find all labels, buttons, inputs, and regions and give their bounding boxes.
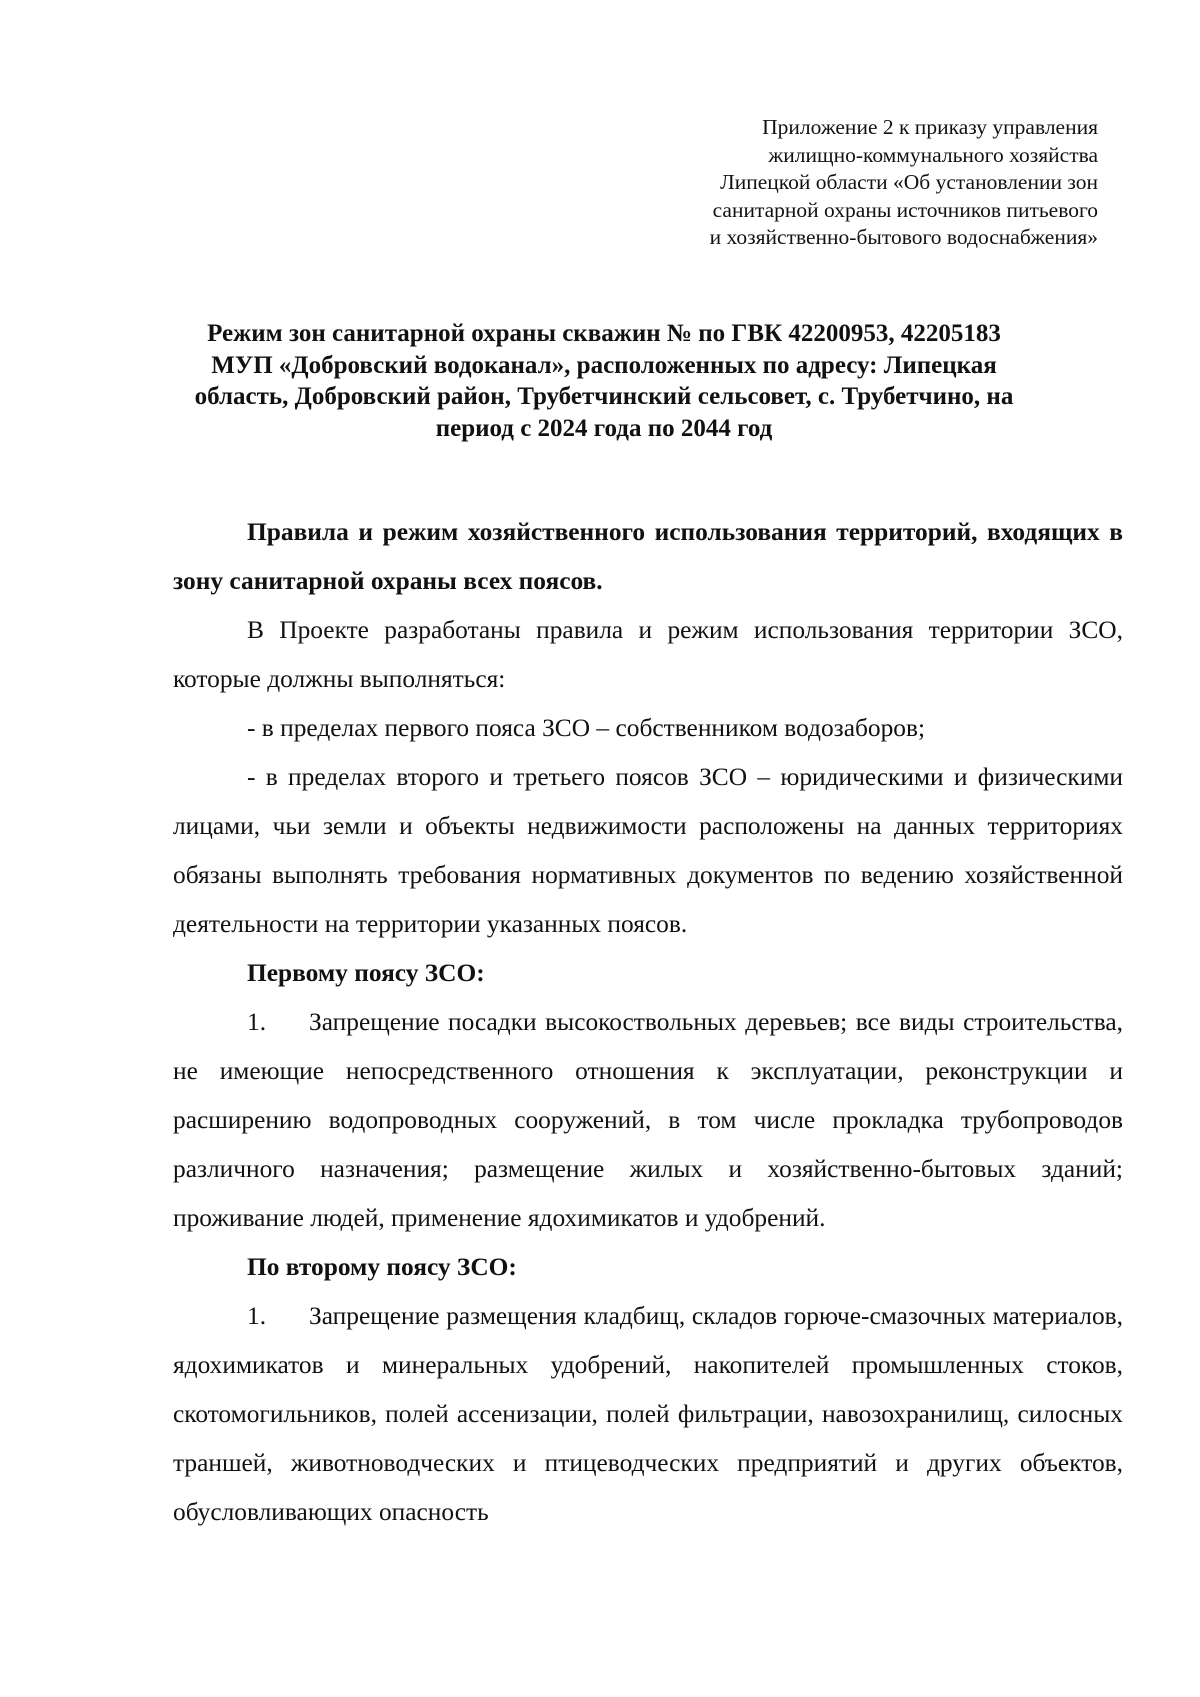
- intro-paragraph: В Проекте разработаны правила и режим использования территории ЗСО, которые должны выполняться:: [173, 616, 1123, 693]
- appendix-line: и хозяйственно-бытового водоснабжения»: [709, 225, 1098, 249]
- belt1-item-text: Запрещение посадки высокоствольных деревьев; все виды строительства, не имеющие непосредственного отношения к эксплуатации, реконструкции и расширению водопроводных сооружений, в том числе прокладка трубопроводов различного назначения; размещение жилых и хозяйственно-бытовых зданий; проживание людей, применение ядохимикатов и удобрений.: [173, 1008, 1123, 1232]
- appendix-line: Липецкой области «Об установлении зон: [720, 170, 1098, 194]
- belt2-item-text: Запрещение размещения кладбищ, складов горюче-смазочных материалов, ядохимикатов и минеральных удобрений, накопителей промышленных стоков, скотомогильников, полей ассенизации, полей фильтрации, навозохранилищ, силосных траншей, животноводческих и птицеводческих предприятий и других объектов, обусловливающих опасность: [173, 1302, 1123, 1526]
- appendix-note: [538, 114, 1098, 252]
- document-body: [173, 508, 1123, 1537]
- belt1-heading: Первому поясу ЗСО:: [247, 959, 485, 987]
- title-line: область, Добровский район, Трубетчинский сельсовет, с. Трубетчино, на: [194, 383, 1014, 410]
- title-line: Режим зон санитарной охраны скважин № по ГВК 42200953, 42205183: [207, 320, 1001, 347]
- appendix-line: Приложение 2 к приказу управления: [762, 115, 1098, 139]
- title-line: МУП «Добровский водоканал», расположенных по адресу: Липецкая: [211, 351, 997, 379]
- belt1-item-number: 1.: [247, 1008, 267, 1036]
- belt2-heading: По второму поясу ЗСО:: [247, 1253, 517, 1281]
- title-line: период с 2024 года по 2044 год: [435, 414, 773, 442]
- appendix-line: санитарной охраны источников питьевого: [712, 197, 1098, 222]
- belt2-item: [173, 1292, 1123, 1537]
- belt1-item: [173, 998, 1123, 1243]
- bullet-first-belt: - в пределах первого пояса ЗСО – собственником водозаборов;: [247, 714, 926, 742]
- appendix-line: жилищно-коммунального хозяйства: [768, 142, 1098, 167]
- belt2-item-number: 1.: [247, 1302, 267, 1330]
- bullet-second-third-belt: - в пределах второго и третьего поясов ЗСО – юридическими и физическими лицами, чьи земли и объекты недвижимости расположены на данных территориях обязаны выполнять требования нормативных документов по ведению хозяйственной деятельности на территории указанных поясов.: [173, 763, 1123, 938]
- section-heading: Правила и режим хозяйственного использования территорий, входящих в зону санитарной охраны всех поясов.: [173, 518, 1123, 595]
- document-title: [160, 318, 1048, 444]
